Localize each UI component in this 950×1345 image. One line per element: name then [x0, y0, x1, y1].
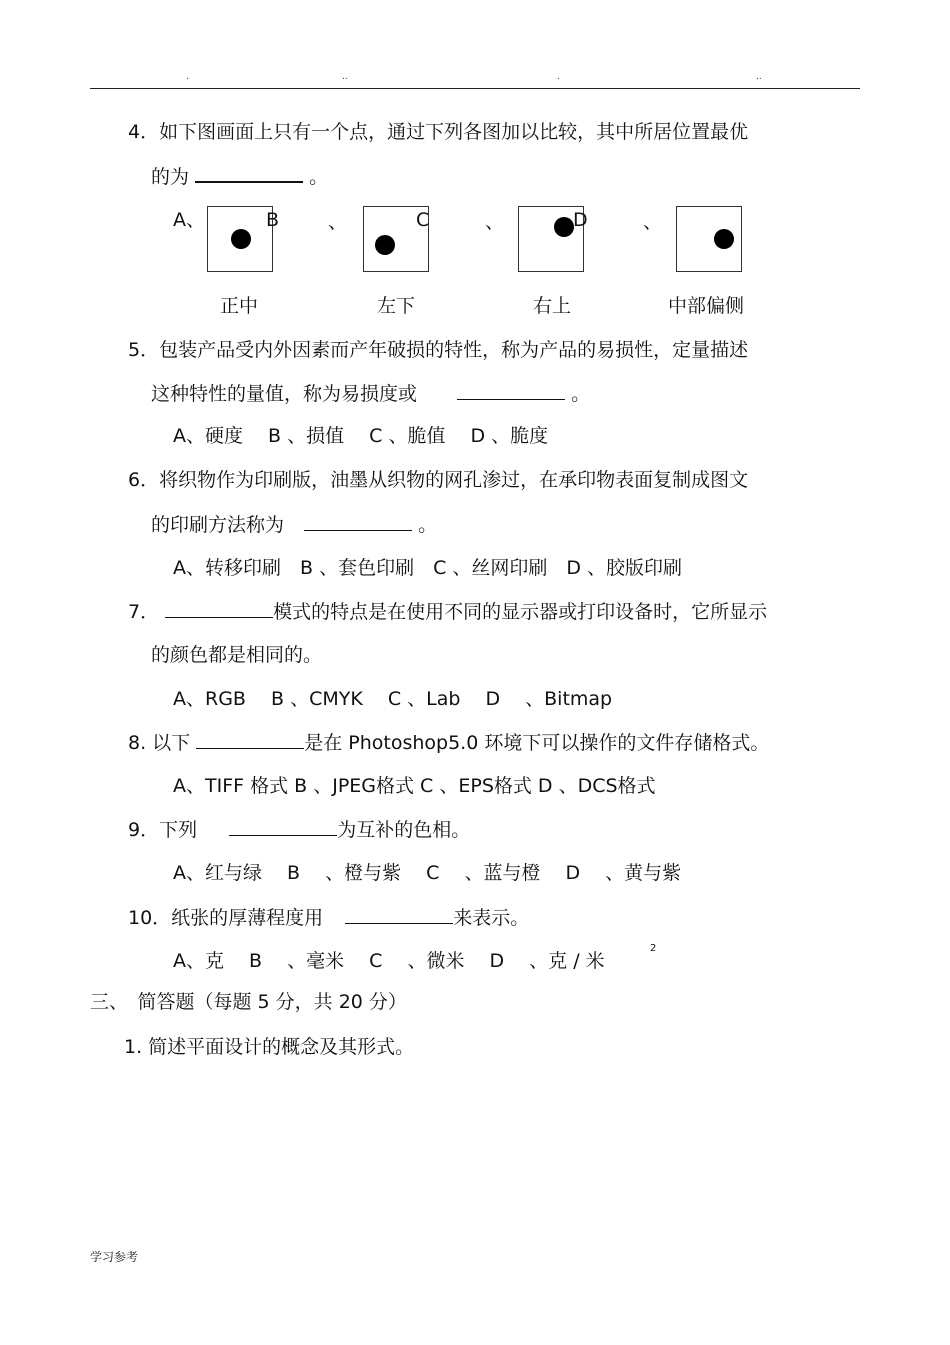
question-8-suffix: 是在 Photoshop5.0 环境下可以操作的文件存储格式。	[304, 732, 770, 754]
question-6-text: 的印刷方法称为	[151, 514, 285, 536]
question-7-options: A、RGB B 、CMYK C 、Lab D 、Bitmap	[173, 688, 613, 710]
question-7-number: 7．	[128, 601, 160, 623]
answer-blank	[165, 599, 273, 618]
answer-blank	[229, 817, 337, 836]
point-dot	[714, 229, 734, 249]
question-4-line-2	[151, 163, 328, 189]
header-dot-2: ..	[342, 72, 348, 82]
question-9-line	[128, 817, 470, 842]
footer-text: 学习参考	[90, 1250, 139, 1264]
question-6-period: 。	[418, 514, 438, 536]
question-8-prefix: 8. 以下	[128, 732, 191, 754]
separator: 、	[328, 211, 348, 233]
question-6-options: A、转移印刷 B 、套色印刷 C 、丝网印刷 D 、胶版印刷	[173, 557, 683, 579]
separator: 、	[485, 211, 505, 233]
point-dot	[231, 229, 251, 249]
answer-blank	[195, 163, 303, 183]
option-b-label: B	[266, 209, 280, 231]
separator: 、	[643, 211, 663, 233]
section-3-title: 三、 简答题（每题 5 分，共 20 分）	[90, 991, 407, 1013]
question-5-options: A、硬度 B 、损值 C 、脆值 D 、脆度	[173, 425, 549, 447]
question-5-text: 这种特性的量值，称为易损度或	[151, 383, 418, 405]
question-5-line-2	[151, 381, 590, 406]
question-10-options: A、克 B 、毫米 C 、微米 D 、克 / 米	[173, 950, 605, 972]
question-7-text: 模式的特点是在使用不同的显示器或打印设备时，它所显示	[273, 601, 768, 623]
question-5-period: 。	[571, 383, 591, 405]
answer-blank	[196, 730, 304, 749]
question-4-period: 。	[309, 166, 329, 188]
question-10-prefix: 10．纸张的厚薄程度用	[128, 907, 324, 929]
caption-upper-right: 右上	[533, 295, 572, 317]
question-10-suffix: 来表示。	[453, 907, 530, 929]
question-6-line-1: 6．将织物作为印刷版，油墨从织物的网孔渗过，在承印物表面复制成图文	[128, 469, 749, 491]
header-rule	[90, 88, 860, 89]
question-10-line	[128, 905, 529, 930]
caption-lower-left: 左下	[377, 295, 416, 317]
question-7-line-1	[128, 599, 767, 624]
header-dot-1: .	[186, 72, 189, 82]
option-d-label: D	[573, 209, 588, 231]
question-9-options: A、红与绿 B 、橙与紫 C 、蓝与橙 D 、黄与紫	[173, 862, 682, 884]
question-5-line-1: 5．包装产品受内外因素而产年破损的特性，称为产品的易损性，定量描述	[128, 339, 749, 361]
caption-middle-side: 中部偏侧	[668, 295, 745, 317]
option-c-label: C	[416, 209, 430, 231]
answer-blank	[304, 512, 412, 531]
question-4-text: 的为	[151, 166, 190, 188]
header-dot-4: ..	[756, 72, 762, 82]
answer-blank	[345, 905, 453, 924]
section-3-question-1: 1. 简述平面设计的概念及其形式。	[124, 1036, 415, 1058]
point-dot	[375, 235, 395, 255]
question-7-line-2: 的颜色都是相同的。	[151, 644, 323, 666]
figure-box-middle-side	[676, 206, 742, 272]
answer-blank	[457, 381, 565, 400]
point-dot	[554, 217, 574, 237]
question-8-options: A、TIFF 格式 B 、JPEG格式 C 、EPS格式 D 、DCS格式	[173, 775, 656, 797]
superscript-two: 2	[650, 943, 657, 954]
question-4-line-1: 4．如下图画面上只有一个点，通过下列各图加以比较，其中所居位置最优	[128, 121, 749, 143]
caption-center: 正中	[220, 295, 259, 317]
question-9-prefix: 9．下列	[128, 819, 198, 841]
figure-box-center	[207, 206, 273, 272]
question-9-suffix: 为互补的色相。	[337, 819, 471, 841]
header-dot-3: .	[557, 72, 560, 82]
question-6-line-2	[151, 512, 437, 537]
option-a-label: A、	[173, 209, 205, 231]
question-8-line	[128, 730, 769, 755]
